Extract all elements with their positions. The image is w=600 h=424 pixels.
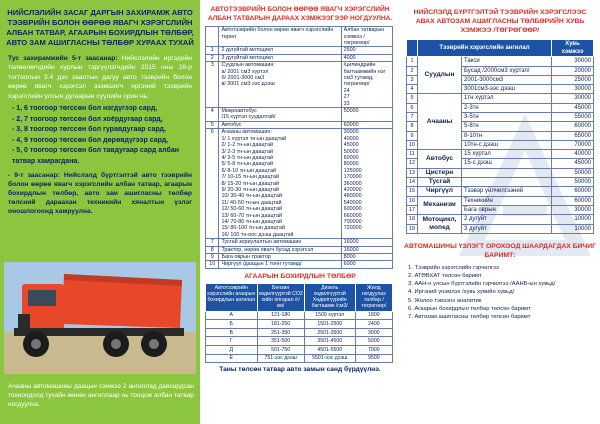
- document-item: 3. ААН-н улсын бүртгэлийн гэрчилгээ /ААНБ-ын хувьд/: [408, 281, 556, 288]
- row-number: 19: [407, 224, 418, 233]
- subcategory-cell: Бусад /2000см3 хүртэл/: [462, 66, 552, 75]
- tax-amount-cell: [341, 108, 392, 122]
- vehicle-type-cell: [219, 54, 341, 61]
- inspection-note-text: - 9-т заасанар: Нийслэлд бүртгэлтэй авто тээврийн болон өөрөө явагч хэрэгслийн албан татвар, агаарын бохирдлын төлбөр, авто зам ашигласны төлбөр төлсний дараахан техникийн хяналтын үзлэг оношлогоонд хамруулна.: [8, 171, 192, 216]
- tax-amount-line: 420000: [343, 186, 362, 193]
- row-number: 2: [407, 66, 418, 75]
- table-row: [206, 311, 393, 320]
- table-header-row: [407, 39, 594, 57]
- fee-amount-cell: 30000: [552, 85, 594, 94]
- category-cell: Тусгай: [418, 178, 462, 187]
- subcategory-cell: 3 дугуйт: [462, 224, 552, 233]
- vehicle-type-line: 14/ 70-80 тн-ын даацтай: [221, 218, 282, 225]
- fee-cell: 351-500: [257, 337, 304, 346]
- row-number: 3: [206, 62, 219, 108]
- tax-amount-line: 600000: [343, 206, 362, 213]
- table-row: [407, 57, 594, 66]
- fee-amount-cell: 45000: [552, 103, 594, 112]
- document-item: 4. Иргэний үнэмлэх /хувь хувийн хувьд/: [408, 289, 515, 296]
- tax-amount-cell: [341, 54, 392, 61]
- fee-amount-cell: 20000: [552, 66, 594, 75]
- tax-amount-line: 6000: [343, 261, 356, 268]
- fee-cell: 7000: [355, 346, 392, 355]
- subcategory-cell: 2 дугуйт: [462, 215, 552, 224]
- fee-cell: 251-350: [257, 328, 304, 337]
- table-row: [407, 150, 594, 159]
- required-documents-list: [408, 264, 592, 321]
- category-cell: Суудлын: [418, 57, 462, 94]
- vehicle-type-line: Ачааны автомашин:: [221, 129, 272, 136]
- table-row: [206, 328, 393, 337]
- tax-amount-line: 700000: [343, 218, 362, 225]
- table-header-cell: Жилд ногдуулах төлбөр /төгрөгөөр/: [355, 283, 392, 311]
- subcategory-cell: [462, 168, 552, 177]
- fee-amount-cell: 55000: [552, 112, 594, 121]
- fee-cell: 751-ээс дээш: [257, 354, 304, 363]
- road-fee-table: [406, 39, 594, 234]
- vehicle-type-line: Бага оврын трактор: [221, 254, 271, 260]
- vehicle-type-cell: [219, 246, 341, 253]
- table-row: [206, 261, 393, 268]
- table-header-row: [206, 283, 393, 311]
- vehicle-type-line: 1/ 1 хүртэл тн-ын даацтай: [221, 135, 287, 142]
- vehicle-type-line: 4/ 3-5 тн-ын даацтай: [221, 154, 273, 161]
- fee-cell: 3000: [355, 328, 392, 337]
- tax-amount-line: 720000: [343, 225, 362, 232]
- row-number: 10: [407, 140, 418, 149]
- vehicle-tax-panel: [200, 0, 400, 424]
- fee-cell: 5501-ээс дээш: [304, 354, 355, 363]
- table-header-cell: Хувь хэмжээ: [552, 39, 594, 57]
- vehicle-type-cell: [219, 261, 341, 268]
- row-number: 15: [407, 187, 418, 196]
- fee-amount-cell: 30000: [552, 57, 594, 66]
- road-fee-panel: [400, 0, 600, 424]
- subcategory-cell: [462, 178, 552, 187]
- fee-cell: Г: [206, 337, 258, 346]
- tax-amount-line: 360000: [343, 180, 362, 187]
- tax-amount-line: 660000: [343, 212, 362, 219]
- footer-note: Ачааны автомашины даацын хэмжээ 2 ангиллад давхардсан тохиолдолд тухайн өмнөх ангиллаар нь тооцож албан татвар ногдуулна.: [8, 383, 194, 408]
- table-row: [407, 196, 594, 205]
- table-row: [407, 187, 594, 196]
- category-cell: Механизм: [418, 196, 462, 215]
- tax-amount-line: 60000: [343, 154, 359, 161]
- table-row: [407, 94, 594, 103]
- subcategory-cell: Техникийн: [462, 196, 552, 205]
- tax-amount-line: 60000: [343, 121, 359, 128]
- tax-amount-line: 8000: [343, 254, 356, 260]
- document-item: 6. Агаарын бохирдлын төлбөр төлсөн баримт: [408, 305, 531, 312]
- table-row: [206, 239, 393, 246]
- fee-cell: В: [206, 328, 258, 337]
- fee-cell: 5000: [355, 337, 392, 346]
- table-row: [206, 129, 393, 239]
- vehicle-type-line: 8/ 15-20 тн-ын даацтай: [221, 180, 279, 187]
- table-row: [407, 168, 594, 177]
- vehicle-type-line: 7/ 10-15 тн-ын даацтай: [221, 174, 279, 181]
- subcategory-cell: 1тн хүртэл: [462, 94, 552, 103]
- row-number: 9: [206, 254, 219, 261]
- document-item: 7. Автозам ашигласны төлбөр төлсөн баримт: [408, 314, 531, 321]
- vehicle-type-line: 6/ 8-10 тн-ын даацтай: [221, 167, 276, 174]
- category-cell: Цистерн: [418, 168, 462, 177]
- vehicle-tax-title: АВТОТЭЭВРИЙН БОЛОН ӨӨРӨӨ ЯВАГЧ ХЭРЭГСЛИЙН АЛБАН ТАТВАРЫН ДАРААХ ХЭМЖЭЭГЭЭР НОГДУУЛНА.: [207, 6, 393, 22]
- tax-amount-line: 4000: [343, 54, 356, 61]
- inspection-note: [8, 171, 192, 217]
- table-row: [206, 337, 393, 346]
- fee-cell: 9500: [355, 354, 392, 363]
- tax-amount-line: 40000: [343, 135, 359, 142]
- row-number: 13: [407, 168, 418, 177]
- fee-amount-cell: 60000: [552, 187, 594, 196]
- row-number: 9: [407, 131, 418, 140]
- fee-amount-cell: 65000: [552, 131, 594, 140]
- tax-amount-line: 540000: [343, 199, 362, 206]
- intro-panel: [0, 0, 200, 424]
- vehicle-type-line: 5/ 5-8 тн-ын даацтай: [221, 161, 273, 168]
- fee-amount-cell: 60000: [552, 122, 594, 131]
- fee-amount-cell: 10000: [552, 215, 594, 224]
- row-number: 7: [206, 239, 219, 246]
- vehicle-type-line: Чиргүүл /даацын 1 тонн тутамд/: [221, 261, 302, 268]
- row-number: 2: [206, 54, 219, 61]
- required-documents-title: АВТОМАШИНЫ ҮЗЛЭГТ ОРОХООД ШААРДАГДАХ БИЧИГ БАРИМТ:: [404, 242, 596, 259]
- tax-amount-line: 80000: [343, 161, 359, 168]
- vehicle-type-cell: [219, 239, 341, 246]
- table-row: [206, 320, 393, 329]
- fee-cell: 4501-5500: [304, 346, 355, 355]
- vehicle-type-line: в/ 3001 см3-ээс дээш: [221, 81, 275, 88]
- tax-amount-line: 45000: [343, 142, 359, 149]
- table-header-cell: [407, 39, 418, 57]
- fee-cell: 1500 хүртэл: [304, 311, 355, 320]
- table-header-cell: Бензин хөдөлгүүртэй CO2 хийн ялгарал /г/км/: [258, 284, 303, 310]
- fee-amount-cell: 25000: [552, 75, 594, 84]
- subcategory-cell: 3001см3-ээс дээш: [462, 85, 552, 94]
- row-number: 4: [407, 85, 418, 94]
- tax-amount-line: 135000: [343, 167, 362, 174]
- vehicle-type-line: 11/ 40-50 тн-ын даацтай: [221, 199, 282, 206]
- fee-cell: 501-750: [257, 346, 304, 355]
- subcategory-cell: 2001-3000см3: [462, 75, 552, 84]
- intro-paragraph: [8, 54, 192, 101]
- document-item: 1. Тээврийн хэрэгслийн гэрчилгээ: [408, 264, 499, 271]
- air-pollution-fee-table: [205, 283, 393, 363]
- road-fund-note: Таны төлсөн татвар авто замын санд бүрдүүлнэ.: [219, 366, 381, 374]
- tax-amount-cell: [341, 129, 392, 239]
- fee-amount-cell: 40000: [552, 150, 594, 159]
- vehicle-type-line: Микроавтобус: [221, 108, 257, 115]
- vehicle-type-line: 9/ 20-30 тн-ын даацтай: [221, 186, 279, 193]
- category-cell: Ачааны: [418, 94, 462, 150]
- vehicle-type-line: Суудлын автомашин:: [221, 62, 275, 69]
- fee-cell: 3501-4500: [304, 337, 355, 346]
- fee-amount-cell: 30000: [552, 205, 594, 214]
- table-header-row: [206, 27, 393, 47]
- vehicle-type-line: 3 дугуйтай мотоцикл: [221, 54, 274, 61]
- vehicle-type-line: Автобус: [221, 121, 242, 128]
- row-number: 7: [407, 112, 418, 121]
- vehicle-tax-table: [205, 26, 393, 269]
- row-number: 6: [206, 129, 219, 239]
- fee-cell: 2400: [355, 320, 392, 329]
- tax-amount-line: 16000: [343, 246, 359, 253]
- intro-lead: Тус захирамжийн 5-т заасанар:: [8, 55, 118, 62]
- vehicle-type-line: Трактор, өөрөө явагч бусад хэрэгсэл: [221, 246, 314, 253]
- fee-cell: А: [206, 311, 258, 320]
- fee-cell: 121-180: [257, 311, 304, 320]
- tax-amount-line: 50000: [343, 148, 359, 155]
- plate-month-item: - 1, 6 тоогоор төгссөн бол нэгдүгээр сард,: [12, 105, 158, 113]
- fee-amount-cell: 30000: [552, 94, 594, 103]
- vehicle-type-line: 15/ 80-100 тн-ын даацтай: [221, 225, 285, 232]
- subcategory-cell: Бага оврын: [462, 205, 552, 214]
- document-item: 5. Жолоо тэвээнэ аналитик: [408, 297, 482, 304]
- vehicle-type-line: 10/ 30-40 тн-ын даацтай: [221, 193, 282, 200]
- vehicle-type-cell: [219, 108, 341, 122]
- table-row: [206, 47, 393, 54]
- tax-amount-line: 2500: [343, 47, 356, 54]
- tax-amount-cell: [341, 254, 392, 261]
- vehicle-type-line: 2/ 1-2 тн-ын даацтай: [221, 142, 273, 149]
- row-number: 6: [407, 103, 418, 112]
- row-number: 5: [407, 94, 418, 103]
- tax-amount-line: 30000: [343, 129, 359, 136]
- vehicle-type-cell: [219, 62, 341, 108]
- tax-amount-line: 27: [343, 94, 350, 101]
- table-row: [407, 178, 594, 187]
- tax-amount-cell: [341, 121, 392, 128]
- row-number: 14: [407, 178, 418, 187]
- tax-amount-cell: [341, 246, 392, 253]
- table-row: [206, 54, 393, 61]
- fee-amount-cell: 45000: [552, 159, 594, 168]
- table-header-cell: Тээврийн хэрэгслийн ангилал: [418, 39, 552, 57]
- row-number: 17: [407, 205, 418, 214]
- fee-cell: Е: [206, 354, 258, 363]
- vehicle-type-line: Тусгай зориулалтын автомашин: [221, 239, 302, 246]
- plate-month-list: [12, 104, 200, 168]
- vehicle-type-cell: [219, 129, 341, 239]
- fee-amount-cell: 50000: [552, 178, 594, 187]
- plate-month-item: - 4, 9 тоогоор төгссөн бол дөрөвдүгээр сард,: [12, 136, 169, 144]
- table-header-cell: Автотээврийн хэрэгслийн агаарын бохирдлын ангилал: [206, 283, 258, 311]
- fee-amount-cell: 10000: [552, 224, 594, 233]
- subcategory-cell: 10тн-с дээш: [462, 140, 552, 149]
- vehicle-type-line: 2 дугуйтай мотоцикл: [221, 47, 274, 54]
- vehicle-type-line: 13/ 60-70 тн-ын даацтай: [221, 212, 282, 219]
- row-number: 3: [407, 75, 418, 84]
- fee-cell: 181-250: [257, 320, 304, 329]
- subcategory-cell: 5-8тн: [462, 122, 552, 131]
- fee-cell: Д: [206, 346, 258, 355]
- row-number: 10: [206, 261, 219, 268]
- subcategory-cell: Тээвэр үйлчилгээний: [462, 187, 552, 196]
- row-number: 8: [206, 246, 219, 253]
- fee-cell: 1501-2500: [304, 320, 355, 329]
- tax-amount-cell: [341, 261, 392, 268]
- fee-cell: 2501-3500: [304, 328, 355, 337]
- tax-amount-cell: [341, 239, 392, 246]
- road-fee-title: НИЙСЛЭЛД БҮРТГЭЛТЭЙ ТЭЭВРИЙН ХЭРЭГСЛЭЭС АВАХ АВТОЗАМ АШИГЛАСНЫ ТӨЛБӨРИЙН ХУВЬ ХЭМЖЭЭ /ТӨГРӨГӨӨР/: [413, 9, 587, 35]
- row-number: 8: [407, 122, 418, 131]
- subcategory-cell: 3-5тн: [462, 112, 552, 121]
- fee-amount-cell: 50000: [552, 168, 594, 177]
- table-header-cell: Автотээврийн болон өөрөө явагч хэрэгслийн төрөл: [219, 27, 341, 47]
- fee-cell: 1800: [355, 311, 392, 320]
- tax-amount-cell: [341, 47, 392, 54]
- table-header-cell: Дизель хөдөлгүүртэй Хөдөлгүүрийн багтаамж /см3/: [304, 283, 355, 311]
- fee-cell: Б: [206, 320, 258, 329]
- tax-amount-line: 170000: [343, 174, 362, 181]
- document-item: 2. АТӨВХАТ төлсөн баримт: [408, 273, 482, 280]
- plate-month-item: - 2, 7 тоогоор төгссөн бол хоёрдугаар сард,: [12, 115, 163, 123]
- table-header-cell: Албан татварын хэмжээ /төгрөгөөр/: [341, 27, 392, 47]
- vehicle-type-line: /15 хүртэл суудалтай/: [221, 114, 276, 121]
- tax-amount-line: 16000: [343, 239, 359, 246]
- fee-amount-cell: 60000: [552, 196, 594, 205]
- table-row: [206, 62, 393, 108]
- subcategory-cell: 8-10тн: [462, 131, 552, 140]
- tax-amount-line: 50000: [343, 108, 359, 115]
- table-row: [206, 121, 393, 128]
- category-cell: Автобус: [418, 150, 462, 169]
- row-number: 11: [407, 150, 418, 159]
- subcategory-cell: 15-с дээш: [462, 159, 552, 168]
- subcategory-cell: 2-3тн: [462, 103, 552, 112]
- plate-month-item: - 3, 8 тоогоор төгссөн бол гуравдугаар сард,: [12, 126, 166, 134]
- tax-amount-line: /цилиндрийн багтаамжийн нэг см3 тутамд, төгрөгөөр/: [343, 62, 386, 88]
- vehicle-type-cell: [219, 47, 341, 54]
- decree-header: НИЙСЛЭЛИЙН ЗАСАГ ДАРГЫН ЗАХИРАМЖ АВТО ТЭЭВРИЙН БОЛОН ӨӨРӨӨ ЯВАГЧ ХЭРЭГСЛИЙН АЛБАН ТАТВАР, АГААРЫН БОХИРДЛЫН ТӨЛБӨР, АВТО ЗАМ АШИГЛАСНЫ ТӨЛБӨР ХУРААХ ТУХАЙ: [6, 8, 194, 47]
- row-number: 18: [407, 215, 418, 224]
- category-cell: Мотоцикл, мопед: [418, 215, 462, 234]
- table-row: [206, 354, 393, 363]
- row-number: 1: [206, 47, 219, 54]
- subcategory-cell: Такси: [462, 57, 552, 66]
- row-number: 5: [206, 121, 219, 128]
- table-row: [206, 346, 393, 355]
- table-row: [206, 254, 393, 261]
- table-row: [206, 246, 393, 253]
- vehicle-type-line: 3/ 2-3 тн-ын даацтай: [221, 148, 273, 155]
- table-row: [206, 108, 393, 122]
- tax-amount-line: 24: [343, 87, 350, 94]
- tax-amount-cell: [341, 62, 392, 108]
- tax-amount-line: 33: [343, 100, 350, 107]
- plate-month-item: - 5, 0 тоогоор төгссөн бол тавдугаар сард албан татвар хамрагдана.: [12, 147, 179, 165]
- tax-amount-line: 480000: [343, 193, 362, 200]
- intro-body: Нийслэлийн иргэдийн төлөөлөгчдийн хурлын тэргүүлэгчдийн 2015 оны 28-р тогтоолын 3.4 дэх заалтын дагуу авто тээврийн болон өөрөө явагч хэрэгсэл эзэмшигч иргэний тээврийн хэрэгслийн улсын дугаарын сүүлийн орон нь:: [8, 55, 193, 100]
- vehicle-type-line: а/ 2001 см3 хүртэл: [221, 68, 269, 75]
- vehicle-type-line: 16/ 100 тн-оос дээш даацтай: [221, 231, 294, 238]
- dump-truck-illustration: [4, 262, 196, 374]
- category-cell: Чиргүүл: [418, 187, 462, 196]
- row-number: 4: [206, 108, 219, 122]
- vehicle-type-cell: [219, 121, 341, 128]
- row-number: 1: [407, 57, 418, 66]
- table-row: [407, 215, 594, 224]
- subcategory-cell: 15 хүртэл: [462, 150, 552, 159]
- air-pollution-fee-title: АГААРЫН БОХИРДЛЫН ТӨЛБӨР: [244, 272, 356, 280]
- row-number: 16: [407, 196, 418, 205]
- row-number: 12: [407, 159, 418, 168]
- vehicle-type-cell: [219, 254, 341, 261]
- vehicle-type-line: б/ 2001-3000 см3: [221, 75, 265, 82]
- vehicle-type-line: 12/ 50-60 тн-ын даацтай: [221, 206, 282, 213]
- fee-amount-cell: 70000: [552, 140, 594, 149]
- table-header-cell: [206, 27, 219, 47]
